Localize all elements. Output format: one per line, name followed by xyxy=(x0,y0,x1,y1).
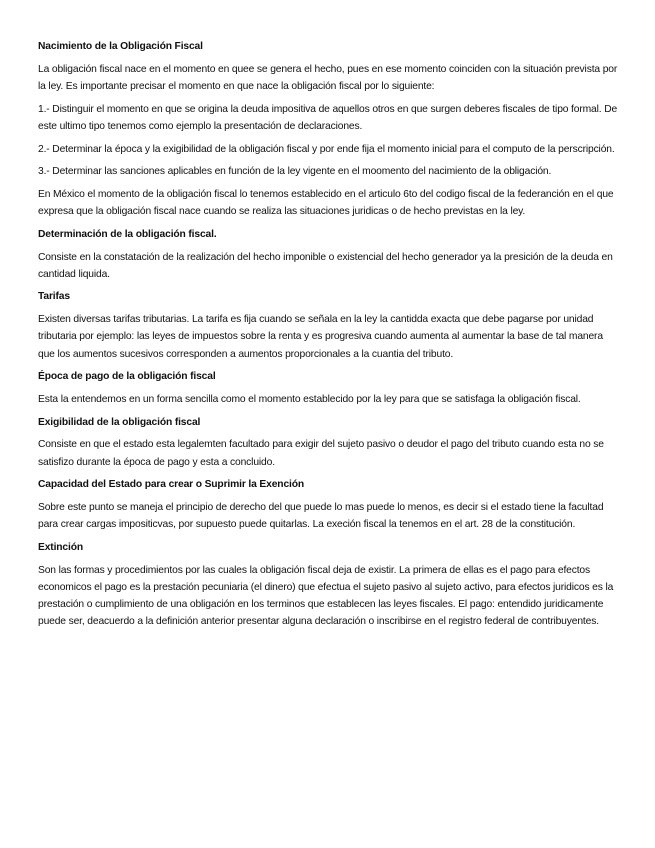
heading-extincion: Extinción xyxy=(38,541,83,553)
paragraph-tarifas: Existen diversas tarifas tributarias. La tarifa es fija cuando se señala en la ley la cantidda exacta que debe pagarse por unidad tributaria por ejemplo: las leyes de impuestos sobre la renta y es progresiva cuando aumenta al aumentar la base de tal manera que los aumentos sucesivos corresponden a aumentos proporcionales a la cuantia del tributo. xyxy=(38,314,603,360)
heading-capacidad: Capacidad del Estado para crear o Suprimir la Exención xyxy=(38,479,305,491)
heading-nacimiento: Nacimiento de la Obligación Fiscal xyxy=(38,41,203,52)
list-item-3: 3.- Determinar las sanciones aplicables en función de la ley vigente en el moomento del nacimiento de la obligación. xyxy=(38,166,552,178)
heading-tarifas: Tarifas xyxy=(38,291,70,303)
paragraph-exigibilidad: Consiste en que el estado esta legalemten facultado para exigir del sujeto pasivo o deudor el pago del tributo cuando esta no se satisfizo durante la época de pago y esta a concluido. xyxy=(38,439,604,468)
paragraph-capacidad: Sobre este punto se maneja el principio de derecho del que puede lo mas puede lo menos, es decir si el estado tiene la facultad para crear cargas impositicvas, por supuesto puede quitarlas. La execión fiscal la tenemos en el art. 28 de la constitución. xyxy=(38,501,604,531)
paragraph-mexico: En México el momento de la obligación fiscal lo tenemos establecido en el articulo 6to del codigo fiscal de la federanción en el que expresa que la obligación fiscal nace cuando se realiza las situaciones juridicas o de hecho previstas en la ley. xyxy=(38,188,614,218)
list-item-1: 1.- Distinguir el momento en que se origina la deuda impositiva de aquellos otros en que surgen deberes fiscales de tipo formal. De este ultimo tipo tenemos como ejemplo la presentación de declaraciones. xyxy=(38,103,618,132)
list-item-2: 2.- Determinar la época y la exigibilidad de la obligación fiscal y por ende fija el momento inicial para el computo de la perscripción. xyxy=(38,143,615,155)
document-page xyxy=(38,38,618,636)
heading-determinacion: Determinación de la obligación fiscal. xyxy=(38,228,217,240)
paragraph-extincion: Son las formas y procedimientos por las cuales la obligación fiscal deja de existir. La primera de ellas es el pago para efectos economicos el pago es la prestación pecuniaria (el dinero) que efectua el sujeto pasivo al sujeto activo, para efectos juridicos es la prestación o cumplimiento de una obligación en los terminos que establecen las leyes fiscales. El pago: entendido juridicamente puede ser, deacuerdo a la definición anterior presentar alguna declaración o inscribirse en el registro federal de contribuyentes. xyxy=(38,564,614,628)
paragraph-epoca-pago: Esta la entendemos en un forma sencilla como el momento establecido por la ley para que se satisfaga la obligación fiscal. xyxy=(38,393,581,405)
paragraph-intro: La obligación fiscal nace en el momento en quee se genera el hecho, pues en ese momento coinciden con la situación prevista por la ley. Es importante precisar el momento en que nace la obligación fiscal por lo siguiente: xyxy=(38,63,618,92)
paragraph-determinacion: Consiste en la constatación de la realización del hecho imponible o existencial del hecho generador ya la presición de la deuda en cantidad liquida. xyxy=(38,251,613,280)
heading-epoca-pago: Época de pago de la obligación fiscal xyxy=(38,371,216,383)
heading-exigibilidad: Exigibilidad de la obligación fiscal xyxy=(38,416,201,428)
